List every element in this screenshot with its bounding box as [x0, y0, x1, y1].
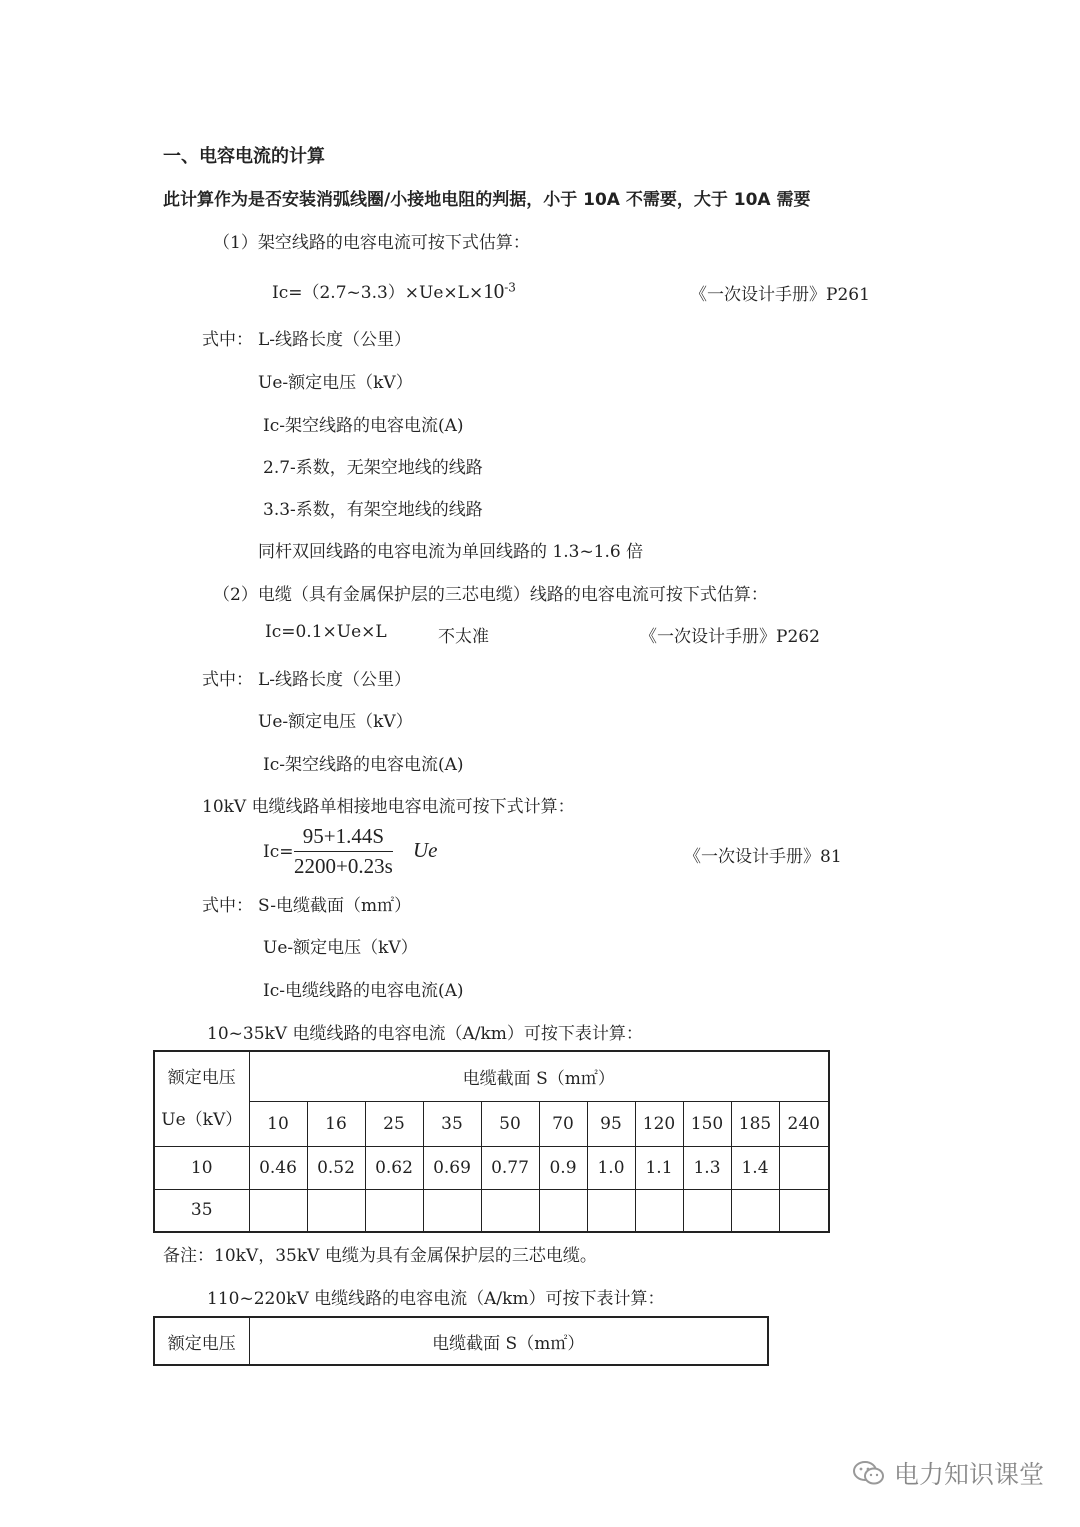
table-cell: 0.52: [307, 1146, 365, 1189]
s1-def-1: Ue-额定电压（kV）: [258, 373, 413, 393]
s1-formula-exp: -3: [504, 280, 516, 295]
s3-def-2: Ic-电缆线路的电容电流(A): [263, 981, 464, 1001]
s3-fraction: [294, 824, 393, 879]
table-row: [154, 1146, 829, 1189]
s1-def-5: 同杆双回线路的电容电流为单回线路的 1.3~1.6 倍: [258, 542, 644, 562]
s3-heading: 10kV 电缆线路单相接地电容电流可按下式计算：: [202, 797, 575, 817]
table-cell: [779, 1189, 829, 1232]
table1-section: 240: [779, 1101, 829, 1146]
s3-formula-ref: 《一次设计手册》81: [684, 847, 842, 867]
table1-corner: [154, 1051, 249, 1146]
watermark-text: 电力知识课堂: [893, 1460, 1044, 1489]
s1-formula-base: 10: [483, 279, 505, 303]
table1-note: 备注：10kV，35kV 电缆为具有金属保护层的三芯电缆。: [163, 1246, 597, 1266]
table-cell: [423, 1189, 481, 1232]
table-row: [154, 1189, 829, 1232]
s2-def-2: Ic-架空线路的电容电流(A): [263, 755, 464, 775]
table-cell: [365, 1189, 423, 1232]
table1-corner-line1: 额定电压: [167, 1067, 236, 1088]
s3-denominator: 2200+0.23s: [294, 854, 393, 878]
s2-def-0: L-线路长度（公里）: [258, 670, 412, 690]
table1-header: 电缆截面 S（m㎡）: [249, 1051, 829, 1101]
table-cell: 0.46: [249, 1146, 307, 1189]
s1-def-2: Ic-架空线路的电容电流(A): [263, 416, 464, 436]
wechat-icon: [852, 1459, 886, 1487]
table1-section: 120: [635, 1101, 683, 1146]
table-cell: [683, 1189, 731, 1232]
table1-section: 25: [365, 1101, 423, 1146]
capacitance-table-110-220kv: [153, 1316, 769, 1366]
table-cell: [307, 1189, 365, 1232]
s3-formula-prefix: Ic=: [263, 842, 294, 862]
s1-heading: （1）架空线路的电容电流可按下式估算：: [213, 233, 530, 253]
table1-voltage: 10: [154, 1146, 249, 1189]
table1-caption: 10~35kV 电缆线路的电容电流（A/km）可按下表计算：: [207, 1024, 643, 1044]
table-cell: 1.4: [731, 1146, 779, 1189]
table1-corner-line2: Ue（kV）: [161, 1109, 243, 1130]
s1-formula: [272, 278, 516, 304]
table-cell: 0.69: [423, 1146, 481, 1189]
s1-def-0: L-线路长度（公里）: [258, 330, 412, 350]
table1-voltage: 35: [154, 1189, 249, 1232]
s1-formula-left: Ic=（2.7~3.3）×Ue×L×: [272, 283, 484, 303]
table-cell: [539, 1189, 587, 1232]
table-cell: [779, 1146, 829, 1189]
table1-section: 35: [423, 1101, 481, 1146]
table-cell: 1.3: [683, 1146, 731, 1189]
table1-section: 70: [539, 1101, 587, 1146]
table-cell: 1.0: [587, 1146, 635, 1189]
table1-section: 185: [731, 1101, 779, 1146]
table-cell: 1.1: [635, 1146, 683, 1189]
s3-where-label: 式中：: [202, 896, 253, 916]
s2-note: 不太准: [438, 627, 489, 647]
s2-heading: （2）电缆（具有金属保护层的三芯电缆）线路的电容电流可按下式估算：: [213, 585, 768, 605]
table1-section: 10: [249, 1101, 307, 1146]
watermark: [852, 1455, 1044, 1491]
s3-def-0: S-电缆截面（m㎡）: [258, 896, 412, 916]
table-cell: 0.9: [539, 1146, 587, 1189]
table1-section: 50: [481, 1101, 539, 1146]
table1-section-row: [154, 1101, 829, 1146]
s2-def-1: Ue-额定电压（kV）: [258, 712, 413, 732]
table-cell: [635, 1189, 683, 1232]
table2-caption: 110~220kV 电缆线路的电容电流（A/km）可按下表计算：: [207, 1289, 665, 1309]
table1-section: 16: [307, 1101, 365, 1146]
table2-corner: 额定电压: [154, 1317, 249, 1365]
table-cell: 0.77: [481, 1146, 539, 1189]
table1-section: 95: [587, 1101, 635, 1146]
table-cell: 0.62: [365, 1146, 423, 1189]
s3-formula-suffix: Ue: [413, 838, 438, 862]
s3-def-1: Ue-额定电压（kV）: [263, 938, 418, 958]
s1-def-3: 2.7-系数，无架空地线的线路: [263, 458, 483, 478]
table-cell: [587, 1189, 635, 1232]
s1-def-4: 3.3-系数，有架空地线的线路: [263, 500, 483, 520]
table1-section: 150: [683, 1101, 731, 1146]
s2-where-label: 式中：: [202, 670, 253, 690]
table-cell: [249, 1189, 307, 1232]
table-cell: [731, 1189, 779, 1232]
capacitance-table-10-35kv: [153, 1050, 830, 1233]
s1-where-label: 式中：: [202, 330, 253, 350]
table-cell: [481, 1189, 539, 1232]
intro-text: 此计算作为是否安装消弧线圈/小接地电阻的判据，小于 10A 不需要，大于 10A 需要: [163, 190, 811, 210]
table2-header: 电缆截面 S（m㎡）: [249, 1317, 768, 1365]
s2-formula: Ic=0.1×Ue×L: [265, 622, 387, 642]
s2-formula-ref: 《一次设计手册》P262: [640, 627, 820, 647]
s1-formula-ref: 《一次设计手册》P261: [690, 285, 870, 305]
s3-numerator: 95+1.44S: [294, 824, 393, 852]
section-title: 一、电容电流的计算: [163, 146, 325, 167]
